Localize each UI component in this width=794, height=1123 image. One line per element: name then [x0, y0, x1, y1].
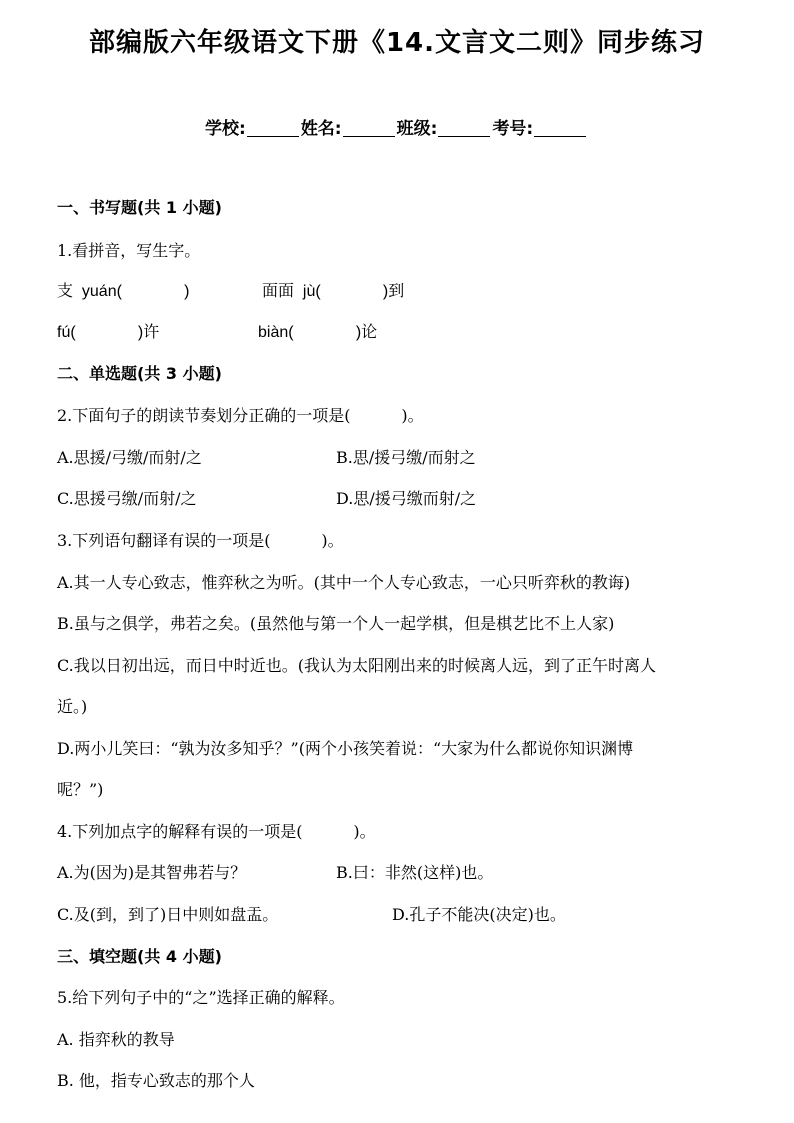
class-blank[interactable]: [438, 120, 490, 137]
question-2-option-b: B.思/援弓缴/而射之: [336, 448, 476, 467]
question-5-option-b: B. 他，指专心致志的那个人: [57, 1071, 255, 1090]
question-1-item-2: 面面 jù( )到: [262, 283, 405, 300]
question-4-stem: 4.下列加点字的解释有误的一项是( )。: [57, 822, 376, 841]
question-3-option-d-line-2: 呢？”): [57, 780, 104, 799]
question-2-stem: 2.下面句子的朗读节奏划分正确的一项是( )。: [57, 406, 424, 425]
question-3-option-c-line-1: C.我以日初出远，而日中时近也。(我认为太阳刚出来的时候离人远，到了正午时离人: [57, 656, 657, 675]
question-3-stem: 3.下列语句翻译有误的一项是( )。: [57, 531, 344, 550]
name-label: 姓名:: [300, 119, 342, 139]
question-4-option-b: B.曰：非然(这样)也。: [336, 863, 494, 882]
question-3-option-b: B.虽与之俱学，弗若之矣。(虽然他与第一个人一起学棋，但是棋艺比不上人家): [57, 614, 615, 633]
question-4-option-c: C.及(到，到了)日中则如盘盂。: [57, 905, 279, 924]
exam-no-blank[interactable]: [534, 120, 586, 137]
question-1-item-4: biàn( )论: [258, 324, 378, 341]
question-2-option-a: A.思援/弓缴/而射/之: [57, 448, 202, 467]
name-blank[interactable]: [343, 120, 395, 137]
student-info-row: [205, 114, 588, 139]
question-3-option-a: A.其一人专心致志，惟弈秋之为听。(其中一个人专心致志，一心只听弈秋的教诲): [57, 573, 631, 592]
section-heading-single-choice: 二、单选题(共 3 小题): [57, 364, 222, 383]
question-3-option-c-line-2: 近。): [57, 697, 88, 716]
school-blank[interactable]: [247, 120, 299, 137]
question-5-stem: 5.给下列句子中的“之”选择正确的解释。: [57, 988, 345, 1007]
question-4-option-a: A.为(因为)是其智弗若与？: [57, 863, 247, 882]
question-3-option-d-line-1: D.两小儿笑曰：“孰为汝多知乎？”(两个小孩笑着说：“大家为什么都说你知识渊博: [57, 739, 634, 758]
question-2-option-c: C.思援弓缴/而射/之: [57, 489, 197, 508]
question-2-option-d: D.思/援弓缴而射/之: [336, 489, 477, 508]
question-1-item-3: fú( )许: [57, 324, 160, 341]
question-1-item-1: 支 yuán( ): [57, 283, 190, 300]
section-heading-writing: 一、书写题(共 1 小题): [57, 198, 222, 217]
question-4-option-d: D.孔子不能决(决定)也。: [392, 905, 566, 924]
question-5-option-a: A. 指弈秋的教导: [57, 1030, 175, 1049]
class-label: 班级:: [396, 119, 438, 139]
school-label: 学校:: [205, 119, 246, 139]
exam-no-label: 考号:: [492, 119, 534, 139]
question-1-stem: 1.看拼音，写生字。: [57, 241, 201, 260]
section-heading-fill-blank: 三、填空题(共 4 小题): [57, 947, 222, 966]
page-title: 部编版六年级语文下册《14.文言文二则》同步练习: [88, 28, 706, 58]
